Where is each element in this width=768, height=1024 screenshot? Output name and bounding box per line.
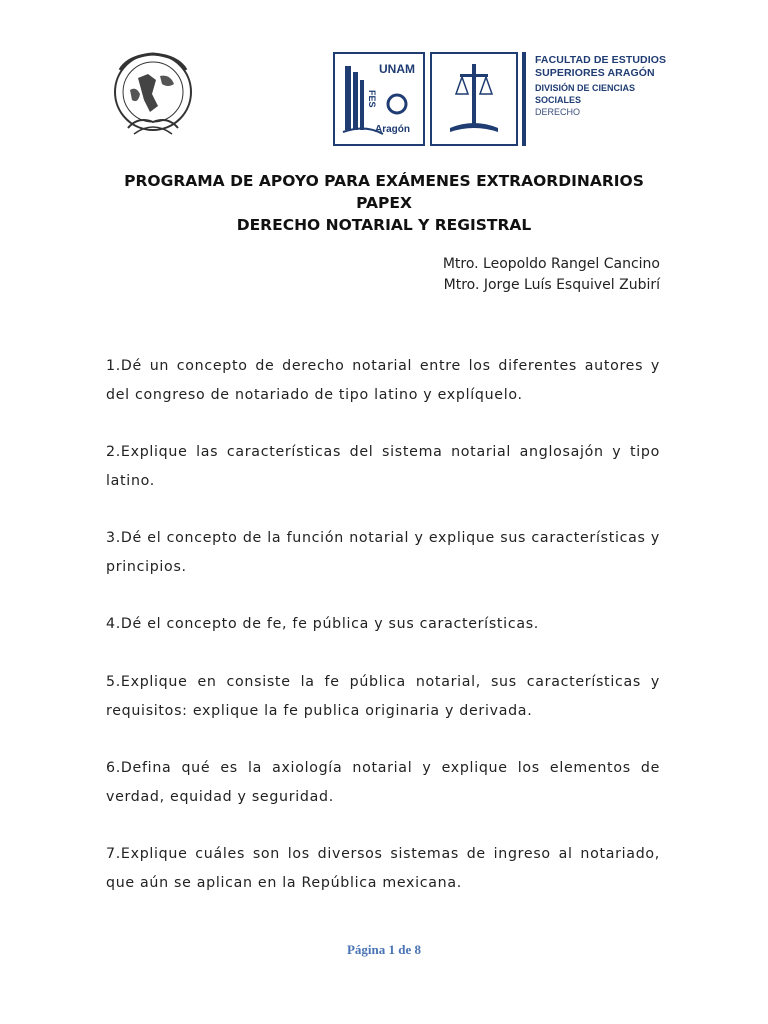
fes-logo-fes: FES xyxy=(367,90,377,108)
question-1: 1.Dé un concepto de derecho notarial entre los diferentes autores y del congreso de notariado de tipo latino y explíquelo. xyxy=(106,358,660,403)
question-4: 4.Dé el concepto de fe, fe pública y sus características. xyxy=(106,616,540,632)
document-header xyxy=(0,0,768,160)
fes-logo-aragon: Aragón xyxy=(375,124,410,135)
faculty-line-1: FACULTAD DE ESTUDIOS xyxy=(535,54,667,66)
author-2: Mtro. Jorge Luís Esquivel Zubirí xyxy=(443,277,660,293)
question-2: 2.Explique las características del sistema notarial anglosajón y tipo latino. xyxy=(106,444,660,489)
document-title-block xyxy=(0,170,768,236)
faculty-line-4: SOCIALES xyxy=(535,95,582,105)
question-5: 5.Explique en consiste la fe pública notarial, sus características y requisitos: explique la fe publica originaria y derivada. xyxy=(106,674,660,719)
title-line-2: PAPEX xyxy=(356,194,412,212)
page-number-footer: Página 1 de 8 xyxy=(346,942,422,957)
fes-logo-unam: UNAM xyxy=(379,62,415,76)
faculty-line-5: DERECHO xyxy=(535,107,581,117)
fes-aragon-logo xyxy=(333,52,425,146)
title-line-3: DERECHO NOTARIAL Y REGISTRAL xyxy=(236,216,532,234)
faculty-name-block xyxy=(535,54,735,118)
question-6: 6.Defina qué es la axiología notarial y explique los elementos de verdad, equidad y seguridad. xyxy=(106,760,660,805)
unam-seal-logo xyxy=(108,50,198,144)
faculty-line-2: SUPERIORES ARAGÓN xyxy=(535,67,655,79)
title-line-1: PROGRAMA DE APOYO PARA EXÁMENES EXTRAORDINARIOS xyxy=(124,172,644,190)
logo-divider-bar xyxy=(522,52,526,146)
faculty-line-3: DIVISIÓN DE CIENCIAS xyxy=(535,83,636,93)
question-7: 7.Explique cuáles son los diversos sistemas de ingreso al notariado, que aún se aplican en la República mexicana. xyxy=(106,846,660,891)
question-3: 3.Dé el concepto de la función notarial y explique sus características y principios. xyxy=(106,530,660,575)
author-1: Mtro. Leopoldo Rangel Cancino xyxy=(442,256,660,272)
derecho-division-logo xyxy=(430,52,518,146)
authors-block xyxy=(443,254,660,296)
